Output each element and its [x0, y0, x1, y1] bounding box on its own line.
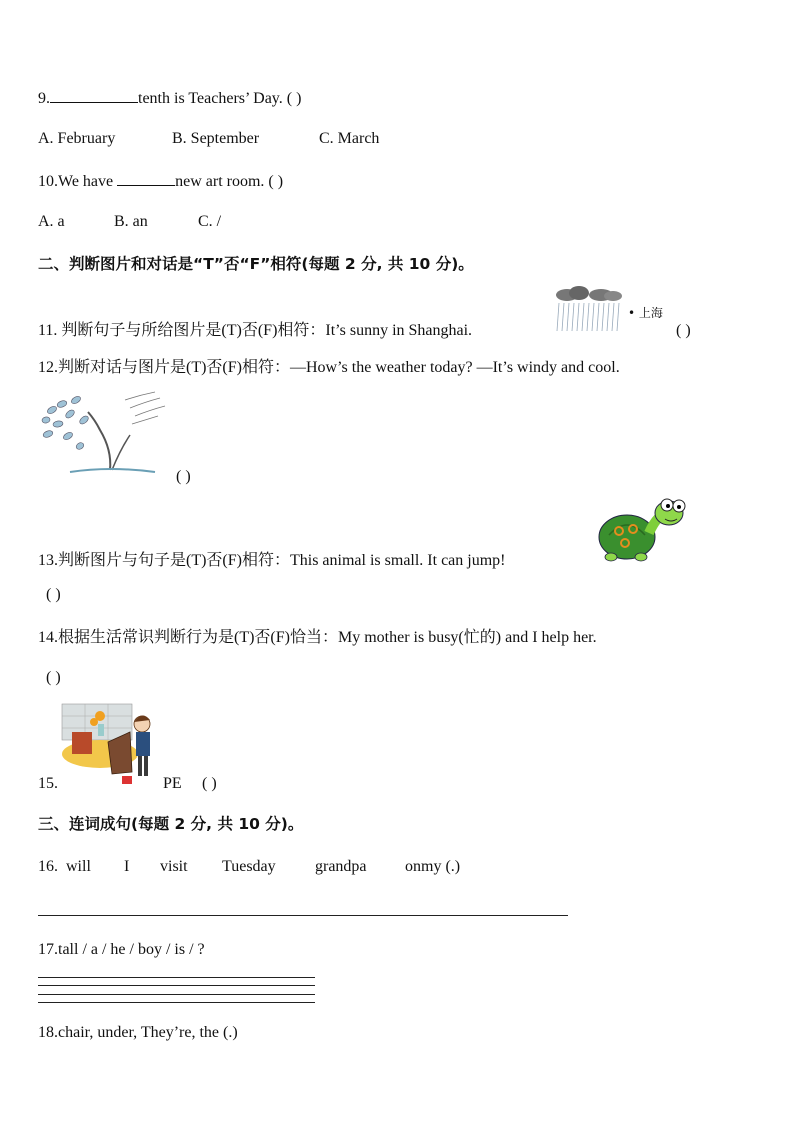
q16-word: visit: [160, 858, 188, 875]
q17-answer-line[interactable]: [38, 994, 315, 995]
q16-number: 16.: [38, 858, 58, 875]
q13-answer-paren[interactable]: ( ): [46, 586, 61, 603]
q10-number: 10.: [38, 173, 58, 190]
q9-option-c: C. March: [319, 130, 380, 147]
question-15-number: 15.: [38, 775, 58, 792]
question-14: 14.根据生活常识判断行为是(T)否(F)恰当：My mother is busy(忙的) and I help her.: [38, 629, 597, 646]
q12-answer-paren[interactable]: ( ): [176, 468, 191, 485]
q9-answer-blank[interactable]: [50, 88, 138, 103]
question-12: 12.判断对话与图片是(T)否(F)相符：—How’s the weather today? —It’s windy and cool.: [38, 359, 620, 376]
question-11: 11. 判断句子与所给图片是(T)否(F)相符：It’s sunny in Shanghai.: [38, 322, 473, 339]
question-18: 18.chair, under, They’re, the (.): [38, 1024, 238, 1041]
q9-option-b: B. September: [172, 130, 260, 147]
q15-answer-paren[interactable]: ( ): [202, 775, 217, 792]
q11-answer-paren[interactable]: ( ): [676, 322, 691, 339]
q10-text-pre: We have: [58, 173, 118, 190]
windy-tree-image: [40, 390, 170, 480]
rain-cloud-image: [553, 285, 623, 335]
question-13: 13.判断图片与句子是(T)否(F)相符：This animal is small. It can jump!: [38, 552, 506, 569]
q10-option-c: C. /: [198, 213, 222, 230]
section-2-title: 二、判断图片和对话是“T”否“F”相符(每题 2 分, 共 10 分)。: [38, 255, 474, 273]
question-9: [38, 88, 301, 109]
city-label-shanghai: • 上海: [628, 306, 663, 320]
q15-word: PE: [163, 775, 182, 792]
q9-text: tenth is Teachers’ Day. ( ): [138, 90, 302, 107]
q10-option-b: B. an: [114, 213, 148, 230]
question-10: [38, 171, 283, 192]
q17-answer-line[interactable]: [38, 985, 315, 986]
section-3-title: 三、连词成句(每题 2 分, 共 10 分)。: [38, 815, 304, 833]
q10-text: new art room. ( ): [175, 173, 284, 190]
q10-option-a: A. a: [38, 213, 65, 230]
q10-answer-blank[interactable]: [117, 171, 175, 186]
turtle-image: [597, 495, 689, 567]
q9-option-a: A. February: [38, 130, 116, 147]
q16-word: grandpa: [315, 858, 367, 875]
question-17: 17.tall / a / he / boy / is / ?: [38, 941, 205, 958]
q16-word: onmy (.): [405, 858, 461, 875]
q16-answer-line[interactable]: [38, 915, 568, 916]
painting-child-image: [60, 702, 160, 792]
q16-word: will: [66, 858, 91, 875]
q16-word: I: [124, 858, 130, 875]
q17-answer-line[interactable]: [38, 1002, 315, 1003]
q9-number: 9.: [38, 90, 50, 107]
q17-answer-line[interactable]: [38, 977, 315, 978]
q16-word: Tuesday: [222, 858, 276, 875]
q14-answer-paren[interactable]: ( ): [46, 669, 61, 686]
